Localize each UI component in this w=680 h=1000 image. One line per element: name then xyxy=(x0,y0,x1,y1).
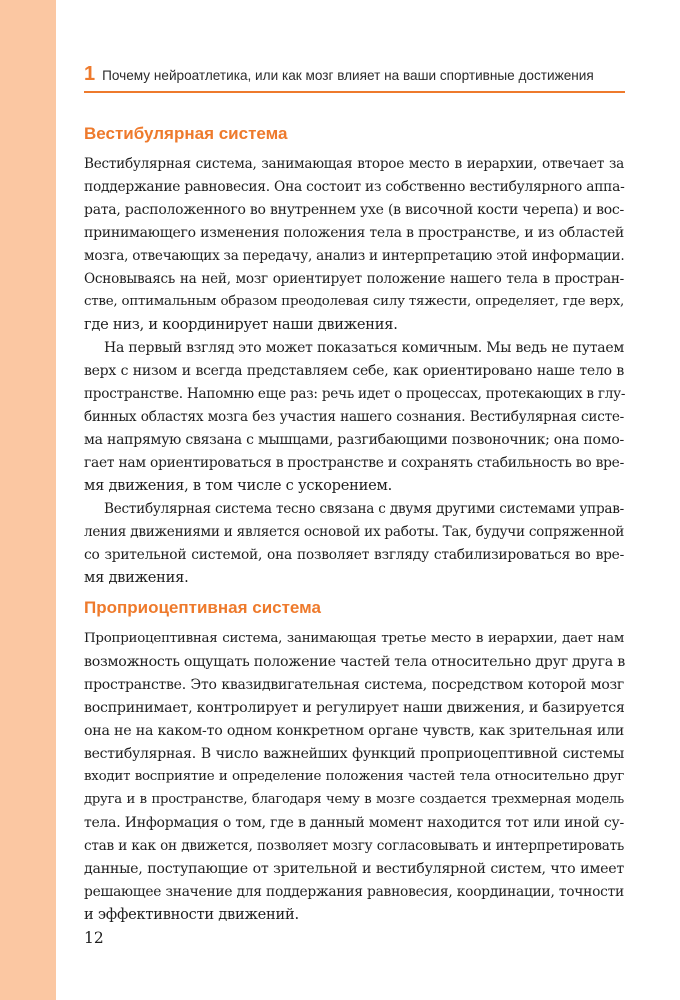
text-line: став и как он движется, позволяет мозгу согласовывать и интерпретировать xyxy=(84,838,624,854)
section-heading-proprioceptive: Проприоцептивная система xyxy=(84,598,321,617)
text-line: пространстве. Напомню еще раз: речь идет о процессах, протекающих в глу- xyxy=(84,386,626,402)
text-line: входит восприятие и определение положения частей тела относительно друг xyxy=(84,769,624,784)
text-line: ления движениями и является основой их работы. Так, будучи сопряженной xyxy=(84,524,625,540)
text-line: Вестибулярная система тесно связана с двумя другими системами управ- xyxy=(104,501,624,517)
text-line: На первый взгляд это может показаться комичным. Мы ведь не путаем xyxy=(104,340,624,356)
text-line: со зрительной системой, она позволяет взгляду стабилизироваться во вре- xyxy=(84,547,624,563)
chapter-number: 1 xyxy=(84,63,96,85)
section-heading-vestibular: Вестибулярная система xyxy=(84,124,288,143)
running-header xyxy=(84,62,624,90)
text-line: решающее значение для поддержания равновесия, координации, точности xyxy=(84,884,624,900)
text-line: она не на каком-то одном конкретном органе чувств, как зрительная или xyxy=(84,723,624,739)
header-rule xyxy=(84,91,625,93)
page-side-band xyxy=(0,0,56,1000)
text-line: бинных областях мозга без участия нашего сознания. Вестибулярная систе- xyxy=(84,409,624,425)
text-line: верх с низом и всегда представляем себе, как ориентировано наше тело в xyxy=(84,363,624,379)
text-line: тела. Информация о том, где в данный момент находится тот или иной су- xyxy=(84,815,624,831)
text-line: принимающего изменения положения тела в пространстве, и из областей xyxy=(84,225,624,241)
text-line: Вестибулярная система, занимающая второе место в иерархии, отвечает за xyxy=(84,156,624,172)
text-line: возможность ощущать положение частей тела относительно друг друга в xyxy=(84,654,625,670)
text-line: пространстве. Это квазидвигательная система, посредством которой мозг xyxy=(84,677,624,693)
text-line: Проприоцептивная система, занимающая третье место в иерархии, дает нам xyxy=(84,631,624,646)
text-line: мозга, отвечающих за передачу, анализ и интерпретацию этой информации. xyxy=(84,248,625,264)
text-line: гает нам ориентироваться в пространстве и сохранять стабильность во вре- xyxy=(84,455,624,471)
text-line: рата, расположенного во внутреннем ухе (в височной кости черепа) и вос- xyxy=(84,202,624,218)
text-line: поддержание равновесия. Она состоит из собственно вестибулярного аппа- xyxy=(84,179,625,195)
text-line: воспринимает, контролирует и регулирует наши движения, и базируется xyxy=(84,700,625,716)
text-line: друга и в пространстве, благодаря чему в мозге создается трехмерная модель xyxy=(84,792,624,807)
text-line: вестибулярная. В число важнейших функций проприоцептивной системы xyxy=(84,746,624,762)
text-line: мя движения, в том числе с ускорением. xyxy=(84,477,392,494)
text-line: где низ, и координирует наши движения. xyxy=(84,316,398,333)
text-line: Основываясь на ней, мозг ориентирует положение нашего тела в простран- xyxy=(84,271,624,287)
text-line: мя движения. xyxy=(84,569,189,586)
text-line: и эффективности движений. xyxy=(84,906,299,923)
chapter-title: Почему нейроатлетика, или как мозг влияет на ваши спортивные достижения xyxy=(102,68,594,83)
text-line: ма напрямую связана с мышцами, разгибающими позвоночник; она помо- xyxy=(84,432,624,448)
text-line: стве, оптимальным образом преодолевая силу тяжести, определяет, где верх, xyxy=(84,294,624,309)
text-line: данные, поступающие от зрительной и вестибулярной систем, что имеет xyxy=(84,861,624,877)
page-number: 12 xyxy=(84,929,104,947)
